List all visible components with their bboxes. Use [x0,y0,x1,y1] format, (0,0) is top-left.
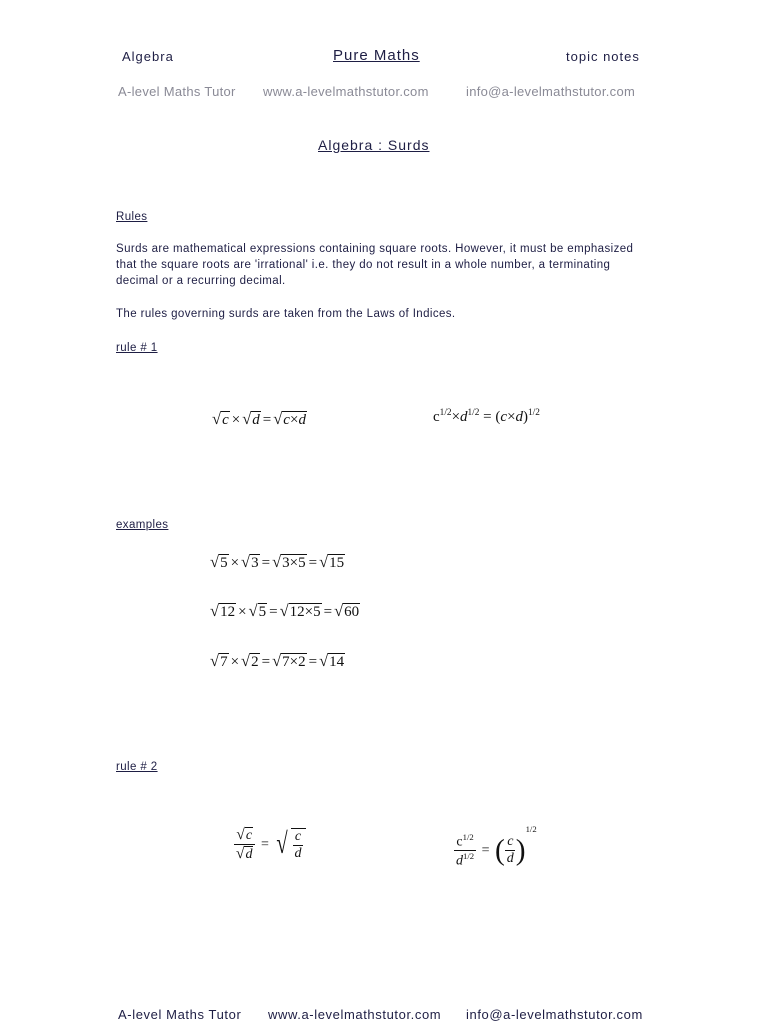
example-product: 7×2 [282,654,306,670]
header-topic: Algebra [122,49,174,64]
examples-heading: examples [116,519,169,531]
header-email-link[interactable]: info@a-levelmathstutor.com [466,84,636,99]
rules-heading: Rules [116,211,148,223]
rule1-surd-formula: √c × √d = √c×d [212,409,306,428]
example-product: 3×5 [282,555,306,571]
header-subject: Pure Maths [333,47,420,64]
rule1-index-formula: $c^{1/2}\times d^{1/2} = (c\times d)^{1/2}$ [433,408,540,425]
header-website-link[interactable]: www.a-levelmathstutor.com [263,84,429,99]
example-a: 7 [220,654,228,670]
laws-sentence: The rules governing surds are taken from the Laws of Indices. [116,308,456,320]
rule2-surd-formula: $\frac{√c}{√d}$ = √ $\frac{c}{d}$ [234,826,306,863]
example-product: 12×5 [289,604,321,620]
example-result: 14 [329,654,345,670]
header-doc-type: topic notes [566,49,640,64]
example-equation: √12 × √5 = √12×5 = √60 [210,601,360,620]
rule2-heading: rule # 2 [116,761,158,773]
rule1-heading: rule # 1 [116,342,158,354]
example-a: 5 [220,555,228,571]
example-b: 5 [258,604,267,620]
intro-paragraph: Surds are mathematical expressions containing square roots. However, it must be emphasized that the square roots are 'irrational' i.e. they do not result in a whole number, a terminating decimal or a recurring decimal. [116,243,634,287]
example-b: 2 [251,654,259,670]
example-equation: √7 × √2 = √7×2 = √14 [210,651,345,670]
page-title: Algebra : Surds [318,137,430,153]
rule2-index-formula: $\frac{c^{1/2}}{d^{1/2}}$ = ( $\frac{c}{d}$ )$^{1/2}$ [456,824,537,869]
footer-website-link[interactable]: www.a-levelmathstutor.com [268,1007,442,1022]
example-result: 15 [329,555,345,571]
example-b: 3 [251,555,259,571]
example-equation: √5 × √3 = √3×5 = √15 [210,552,345,571]
footer-tutor-name: A-level Maths Tutor [118,1007,242,1022]
example-a: 12 [220,604,236,620]
footer-email-link[interactable]: info@a-levelmathstutor.com [466,1007,643,1022]
example-result: 60 [344,604,360,620]
header-tutor-name: A-level Maths Tutor [118,84,236,99]
